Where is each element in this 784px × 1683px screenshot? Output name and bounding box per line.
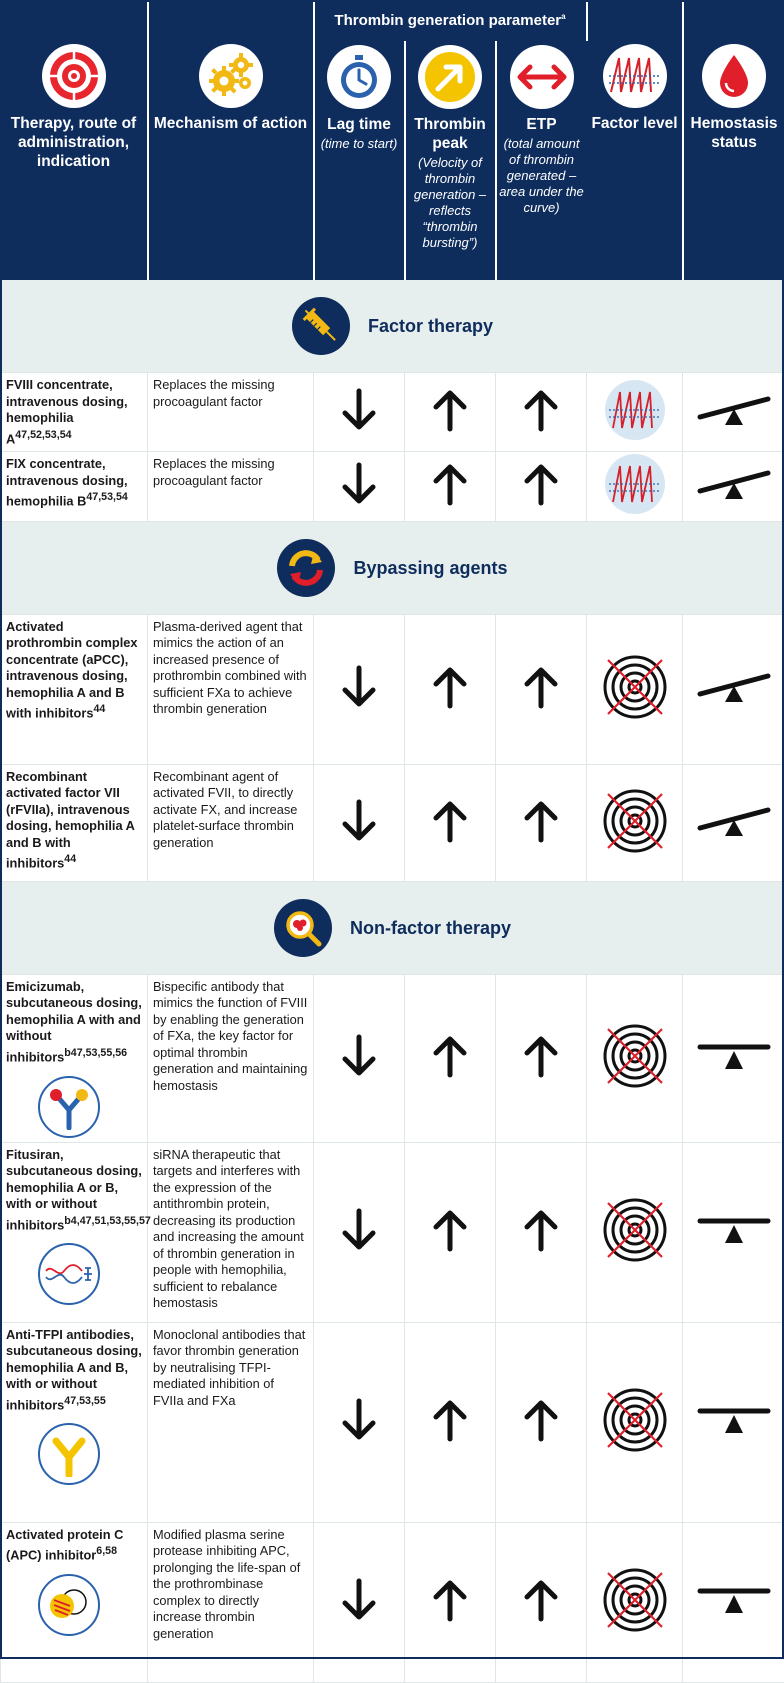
arrow-up-icon bbox=[431, 420, 469, 435]
tilted-scale-icon bbox=[697, 692, 771, 707]
therapy-cell bbox=[1, 974, 148, 1142]
therapy-refs: 44 bbox=[93, 703, 105, 715]
section-header bbox=[1, 881, 784, 974]
arrow-up-icon bbox=[522, 494, 560, 509]
section-title: Factor therapy bbox=[368, 318, 493, 335]
lag-cell bbox=[314, 614, 405, 764]
crossed-target-icon bbox=[602, 1441, 668, 1456]
mechanism-text: Plasma-derived agent that mimics the action of an increased presence of prothrombin combined with sufficient FXa to achieve thrombin generation bbox=[153, 619, 307, 717]
mechanism-text: Replaces the missing procoagulant factor bbox=[153, 377, 275, 409]
therapy-refs: 47,52,53,54 bbox=[15, 429, 71, 441]
mechanism-cell bbox=[148, 1522, 314, 1682]
protein-inhibitor-icon bbox=[38, 1574, 100, 1636]
arrow-up-icon bbox=[522, 420, 560, 435]
section-header bbox=[1, 280, 784, 373]
table-row bbox=[1, 614, 784, 764]
therapy-name: Fitusiran, subcutaneous dosing, hemophilia A or B, with or without inhibitors bbox=[6, 1147, 142, 1232]
header-hemostasis bbox=[683, 0, 784, 280]
arrow-up-icon bbox=[431, 1610, 469, 1625]
hemostasis-cell bbox=[683, 373, 784, 452]
section-header-row bbox=[1, 280, 784, 373]
hemostasis-cell bbox=[683, 1522, 784, 1682]
bispecific-antibody-icon bbox=[38, 1076, 100, 1138]
factor-wave-icon bbox=[603, 44, 667, 108]
hemostasis-cell bbox=[683, 1142, 784, 1322]
table-row bbox=[1, 1322, 784, 1522]
arrow-down-icon bbox=[340, 1066, 378, 1081]
therapy-name: FIX concentrate, intravenous dosing, hemophilia B bbox=[6, 456, 128, 508]
thrombin-group-title: Thrombin generation parameter bbox=[334, 12, 561, 29]
peak-cell bbox=[405, 1322, 496, 1522]
arrow-down-icon bbox=[340, 697, 378, 712]
factor-cell bbox=[587, 1522, 683, 1682]
balanced-scale-icon bbox=[697, 1061, 771, 1076]
mechanism-text: Recombinant agent of activated FVII, to directly activate FX, and increase platelet-surface thrombin generation bbox=[153, 769, 297, 850]
crossed-target-icon bbox=[602, 842, 668, 857]
bypass-arrows-icon bbox=[277, 539, 335, 597]
lag-cell bbox=[314, 764, 405, 881]
section-title: Bypassing agents bbox=[353, 560, 507, 577]
factor-cell bbox=[587, 1322, 683, 1522]
factor-wave-icon bbox=[603, 430, 667, 445]
section-header-row bbox=[1, 881, 784, 974]
section-header-row bbox=[1, 521, 784, 614]
factor-cell bbox=[587, 452, 683, 522]
mechanism-text: Modified plasma serine protease inhibiting APC, prolonging the life-span of the prothrombinase complex to directly increase thrombin generation bbox=[153, 1527, 300, 1641]
diagonal-arrow-icon bbox=[418, 45, 482, 109]
lag-cell bbox=[314, 974, 405, 1142]
arrow-up-icon bbox=[431, 1066, 469, 1081]
etp-cell bbox=[496, 614, 587, 764]
header-factor-label: Factor level bbox=[588, 114, 682, 133]
header-etp-sub: (total amount of thrombin generated – area under the curve) bbox=[497, 136, 587, 216]
factor-cell bbox=[587, 614, 683, 764]
therapy-cell bbox=[1, 1522, 148, 1682]
arrow-down-icon bbox=[340, 831, 378, 846]
peak-cell bbox=[405, 1522, 496, 1682]
header-thrombin-group bbox=[314, 0, 587, 41]
header-therapy bbox=[1, 0, 148, 280]
mechanism-cell bbox=[148, 974, 314, 1142]
arrow-up-icon bbox=[431, 831, 469, 846]
crossed-target-icon bbox=[602, 1077, 668, 1092]
table-row bbox=[1, 974, 784, 1142]
sirna-icon bbox=[38, 1243, 100, 1305]
target-icon bbox=[42, 44, 106, 108]
header-mechanism-label: Mechanism of action bbox=[149, 114, 313, 133]
therapy-name: Recombinant activated factor VII (rFVIIa), intravenous dosing, hemophilia A and B with inhibitors bbox=[6, 769, 134, 871]
therapy-name: Activated prothrombin complex concentrate (aPCC), intravenous dosing, hemophilia A and B with inhibitors bbox=[6, 619, 138, 721]
therapy-cell bbox=[1, 1322, 148, 1522]
double-arrow-icon bbox=[510, 45, 574, 109]
factor-cell bbox=[587, 373, 683, 452]
crossed-target-icon bbox=[602, 1251, 668, 1266]
therapy-refs: 47,53,54 bbox=[86, 491, 127, 503]
peak-cell bbox=[405, 373, 496, 452]
therapy-refs: 44 bbox=[64, 853, 76, 865]
arrow-up-icon bbox=[522, 697, 560, 712]
therapy-refs: b47,53,55,56 bbox=[64, 1047, 127, 1059]
therapy-cell bbox=[1, 373, 148, 452]
arrow-down-icon bbox=[340, 420, 378, 435]
header-peak-sub: (Velocity of thrombin generation – reflects “thrombin bursting”) bbox=[406, 155, 495, 251]
stopwatch-icon bbox=[327, 45, 391, 109]
hemostasis-cell bbox=[683, 974, 784, 1142]
tilted-scale-icon bbox=[697, 826, 771, 841]
thrombin-group-sup: a bbox=[561, 12, 565, 21]
crossed-target-icon bbox=[602, 708, 668, 723]
arrow-down-icon bbox=[340, 1240, 378, 1255]
tilted-scale-icon bbox=[697, 489, 771, 504]
etp-cell bbox=[496, 1522, 587, 1682]
therapy-name: FVIII concentrate, intravenous dosing, hemophilia A bbox=[6, 377, 128, 446]
header-lag-label: Lag time bbox=[315, 115, 404, 134]
hemostasis-cell bbox=[683, 1322, 784, 1522]
peak-cell bbox=[405, 974, 496, 1142]
table-row bbox=[1, 1142, 784, 1322]
section-header bbox=[1, 521, 784, 614]
mechanism-cell bbox=[148, 452, 314, 522]
header-therapy-label: Therapy, route of administration, indication bbox=[1, 114, 147, 171]
etp-cell bbox=[496, 373, 587, 452]
therapy-refs: 6,58 bbox=[96, 1545, 117, 1557]
factor-wave-icon bbox=[603, 504, 667, 519]
mechanism-text: Monoclonal antibodies that favor thrombin generation by neutralising TFPI-mediated inhibition of FVIIa and FXa bbox=[153, 1327, 305, 1408]
arrow-up-icon bbox=[431, 1240, 469, 1255]
mechanism-cell bbox=[148, 1142, 314, 1322]
mechanism-cell bbox=[148, 764, 314, 881]
etp-cell bbox=[496, 974, 587, 1142]
arrow-up-icon bbox=[522, 1066, 560, 1081]
table-row bbox=[1, 1522, 784, 1682]
header-etp bbox=[496, 41, 587, 280]
table-row bbox=[1, 452, 784, 522]
etp-cell bbox=[496, 1142, 587, 1322]
balanced-scale-icon bbox=[697, 1425, 771, 1440]
factor-cell bbox=[587, 1142, 683, 1322]
magnifier-icon bbox=[274, 899, 332, 957]
arrow-up-icon bbox=[522, 1240, 560, 1255]
therapy-cell bbox=[1, 452, 148, 522]
peak-cell bbox=[405, 614, 496, 764]
arrow-down-icon bbox=[340, 494, 378, 509]
balanced-scale-icon bbox=[697, 1605, 771, 1620]
therapy-refs: 47,53,55 bbox=[64, 1395, 105, 1407]
header-etp-label: ETP bbox=[497, 115, 587, 134]
therapy-name: Activated protein C (APC) inhibitor bbox=[6, 1527, 123, 1563]
hemostasis-cell bbox=[683, 764, 784, 881]
lag-cell bbox=[314, 1142, 405, 1322]
arrow-up-icon bbox=[431, 494, 469, 509]
factor-cell bbox=[587, 764, 683, 881]
antibody-icon bbox=[38, 1423, 100, 1485]
header-lag-sub: (time to start) bbox=[315, 136, 404, 152]
mechanism-cell bbox=[148, 1322, 314, 1522]
balanced-scale-icon bbox=[697, 1235, 771, 1250]
mechanism-text: Bispecific antibody that mimics the function of FVIII by enabling the generation of FXa, the key factor for optimal thrombin generation and maintaining hemostasis bbox=[153, 979, 307, 1093]
therapy-name: Emicizumab, subcutaneous dosing, hemophilia A with and without inhibitors bbox=[6, 979, 142, 1064]
section-title: Non-factor therapy bbox=[350, 920, 511, 937]
therapy-cell bbox=[1, 1142, 148, 1322]
peak-cell bbox=[405, 1142, 496, 1322]
mechanism-text: siRNA therapeutic that targets and interferes with the expression of the antithrombin protein, decreasing its production and increasing the amount of thrombin generation in people with hemophilia, sufficient to rebalance hemostasis bbox=[153, 1147, 304, 1311]
arrow-up-icon bbox=[431, 697, 469, 712]
table-row bbox=[1, 373, 784, 452]
lag-cell bbox=[314, 373, 405, 452]
lag-cell bbox=[314, 1522, 405, 1682]
lag-cell bbox=[314, 452, 405, 522]
mechanism-cell bbox=[148, 373, 314, 452]
mechanism-text: Replaces the missing procoagulant factor bbox=[153, 456, 275, 488]
therapy-cell bbox=[1, 764, 148, 881]
header-factor bbox=[587, 0, 683, 280]
lag-cell bbox=[314, 1322, 405, 1522]
tilted-scale-icon bbox=[697, 415, 771, 430]
therapy-name: Anti-TFPI antibodies, subcutaneous dosing, hemophilia A and B, with or without inhibitors bbox=[6, 1327, 142, 1412]
peak-cell bbox=[405, 764, 496, 881]
hemostasis-cell bbox=[683, 614, 784, 764]
crossed-target-icon bbox=[602, 1621, 668, 1636]
etp-cell bbox=[496, 764, 587, 881]
factor-cell bbox=[587, 974, 683, 1142]
therapy-refs: b4,47,51,53,55,57 bbox=[64, 1215, 151, 1227]
arrow-down-icon bbox=[340, 1610, 378, 1625]
header-lag bbox=[314, 41, 405, 280]
header-hemostasis-label: Hemostasis status bbox=[684, 114, 784, 152]
header-mechanism bbox=[148, 0, 314, 280]
syringe-icon bbox=[292, 297, 350, 355]
header-peak-label: Thrombin peak bbox=[406, 115, 495, 153]
header-peak bbox=[405, 41, 496, 280]
gears-icon bbox=[199, 44, 263, 108]
mechanism-cell bbox=[148, 614, 314, 764]
arrow-up-icon bbox=[522, 1610, 560, 1625]
table-row bbox=[1, 764, 784, 881]
arrow-up-icon bbox=[522, 831, 560, 846]
arrow-up-icon bbox=[431, 1430, 469, 1445]
etp-cell bbox=[496, 1322, 587, 1522]
peak-cell bbox=[405, 452, 496, 522]
blood-drop-icon bbox=[702, 44, 766, 108]
hemostasis-cell bbox=[683, 452, 784, 522]
arrow-up-icon bbox=[522, 1430, 560, 1445]
etp-cell bbox=[496, 452, 587, 522]
arrow-down-icon bbox=[340, 1430, 378, 1445]
therapy-cell bbox=[1, 614, 148, 764]
